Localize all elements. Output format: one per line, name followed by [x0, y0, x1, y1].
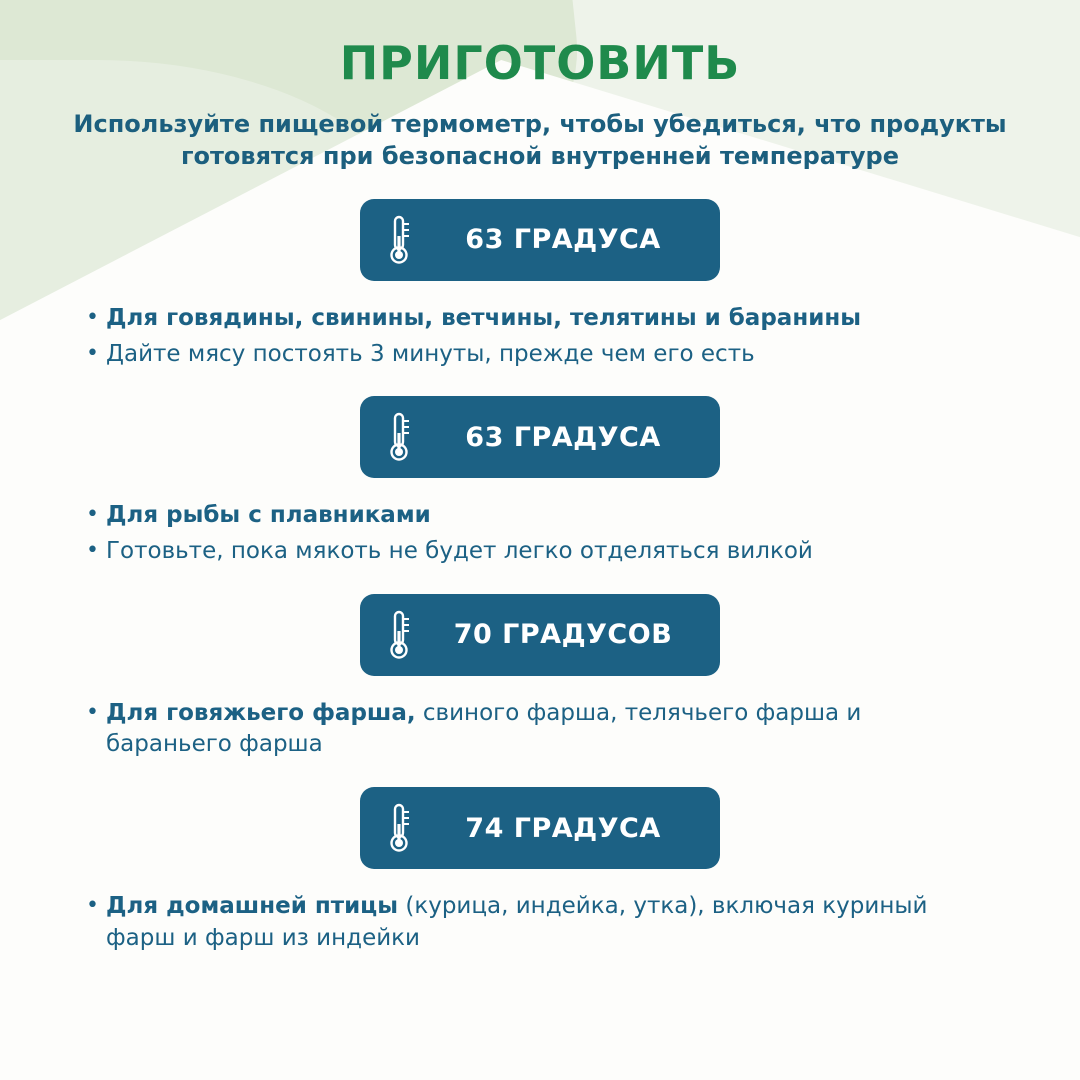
list-item-bold: Для домашней птицы — [106, 893, 399, 920]
list-item-bold: Для говяжьего фарша, — [106, 699, 416, 726]
list-item-text — [106, 339, 994, 371]
temperature-badge-row — [0, 396, 1080, 478]
list-item — [86, 536, 994, 568]
section-bullets — [86, 698, 994, 761]
section-bullets — [86, 303, 994, 370]
list-item-text — [106, 500, 994, 532]
list-item-text — [106, 303, 994, 335]
list-item-text — [106, 698, 994, 761]
bullet-dot: • — [86, 502, 99, 528]
list-item-bold: Для рыбы с плавниками — [106, 502, 431, 529]
bullet-dot: • — [86, 340, 99, 366]
list-item — [86, 891, 994, 954]
temperature-badge — [360, 199, 720, 281]
list-item — [86, 339, 994, 371]
list-item-bold: Для говядины, свинины, ветчины, телятины и баранины — [106, 304, 862, 331]
thermometer-icon — [386, 802, 412, 854]
poster-subtitle: Используйте пищевой термометр, чтобы убедиться, что продукты готовятся при безопасной внутренней температуре — [73, 110, 1007, 171]
list-item-rest: (курица, индейка, утка), включая куриный фарш и фарш из индейки — [106, 893, 928, 951]
temperature-badge-row — [0, 787, 1080, 869]
temperature-badge — [360, 787, 720, 869]
thermometer-icon — [386, 214, 412, 266]
temperature-badge — [360, 396, 720, 478]
list-item-text — [106, 891, 994, 954]
list-item-rest: Дайте мясу постоять 3 минуты, прежде чем его есть — [106, 340, 755, 367]
list-item-rest: Готовьте, пока мякоть не будет легко отделяться вилкой — [106, 537, 813, 564]
section-bullets — [86, 500, 994, 567]
thermometer-icon — [386, 411, 412, 463]
page-title: ПРИГОТОВИТЬ — [339, 36, 741, 90]
bullet-dot: • — [86, 304, 99, 330]
temperature-badge-label: 74 ГРАДУСА — [465, 812, 661, 844]
temperature-badge-label: 63 ГРАДУСА — [465, 224, 661, 256]
bullet-dot: • — [86, 537, 99, 563]
temperature-badge-row — [0, 594, 1080, 676]
list-item-text — [106, 536, 994, 568]
list-item — [86, 500, 994, 532]
list-item — [86, 698, 994, 761]
bullet-dot: • — [86, 893, 99, 919]
list-item — [86, 303, 994, 335]
temperature-badge-row — [0, 199, 1080, 281]
temperature-badge-label: 70 ГРАДУСОВ — [453, 619, 673, 651]
temperature-badge — [360, 594, 720, 676]
thermometer-icon — [386, 609, 412, 661]
section-bullets — [86, 891, 994, 954]
list-item-rest: свиного фарша, телячьего фарша и бараньего фарша — [106, 699, 862, 758]
bullet-dot: • — [86, 699, 99, 725]
temperature-badge-label: 63 ГРАДУСА — [465, 421, 661, 453]
